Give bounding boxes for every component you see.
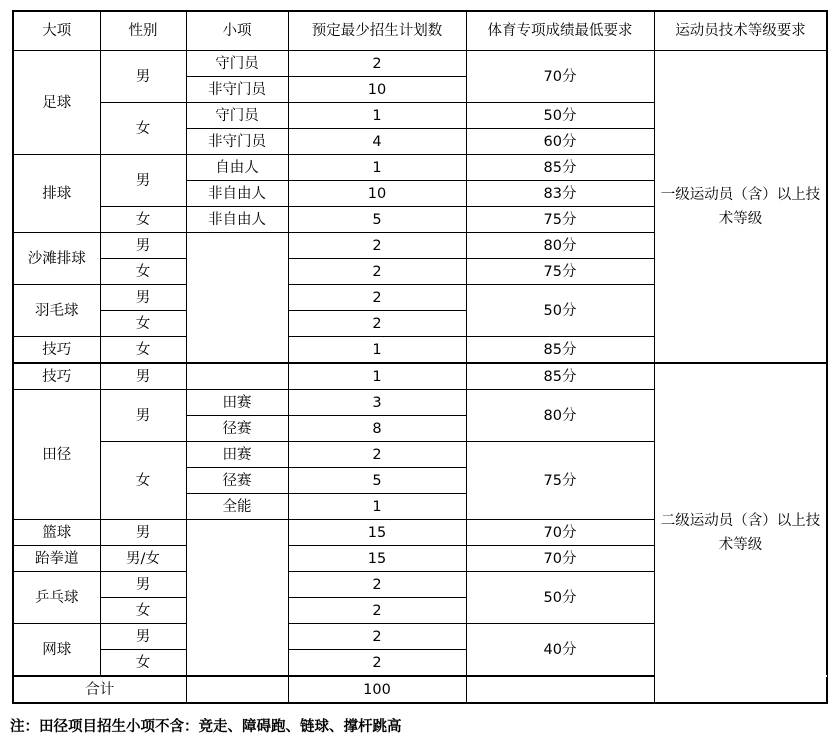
subitem-cell: 守门员 <box>186 103 288 129</box>
subitem-cell: 径赛 <box>186 468 288 494</box>
subitem-cell: 非守门员 <box>186 77 288 103</box>
count-cell: 10 <box>288 77 466 103</box>
count-cell: 2 <box>288 624 466 650</box>
score-cell: 85分 <box>466 337 654 364</box>
header-cell: 体育专项成绩最低要求 <box>466 11 654 51</box>
subitem-cell: 守门员 <box>186 51 288 77</box>
count-cell: 5 <box>288 207 466 233</box>
gender-cell: 男/女 <box>100 546 186 572</box>
gender-cell: 男 <box>100 390 186 442</box>
count-cell: 15 <box>288 520 466 546</box>
score-cell <box>466 676 654 703</box>
table-row <box>13 363 827 390</box>
count-cell: 1 <box>288 494 466 520</box>
count-cell: 2 <box>288 442 466 468</box>
score-cell: 50分 <box>466 103 654 129</box>
count-cell: 1 <box>288 337 466 364</box>
subitem-cell <box>186 676 288 703</box>
count-cell: 2 <box>288 650 466 677</box>
score-cell: 83分 <box>466 181 654 207</box>
gender-cell: 女 <box>100 650 186 677</box>
score-cell: 85分 <box>466 155 654 181</box>
sport-cell: 足球 <box>13 51 100 155</box>
sport-cell: 篮球 <box>13 520 100 546</box>
score-cell: 80分 <box>466 233 654 259</box>
sport-cell: 技巧 <box>13 363 100 390</box>
enrollment-table <box>12 10 828 704</box>
score-cell: 70分 <box>466 546 654 572</box>
count-cell: 1 <box>288 363 466 390</box>
header-cell: 性别 <box>100 11 186 51</box>
score-cell: 50分 <box>466 572 654 624</box>
score-cell: 70分 <box>466 51 654 103</box>
sport-cell: 网球 <box>13 624 100 677</box>
sport-cell: 跆拳道 <box>13 546 100 572</box>
gender-cell: 男 <box>100 624 186 650</box>
count-cell: 1 <box>288 103 466 129</box>
header-cell: 小项 <box>186 11 288 51</box>
subitem-cell: 非自由人 <box>186 181 288 207</box>
count-cell: 2 <box>288 233 466 259</box>
score-cell: 85分 <box>466 363 654 390</box>
gender-cell: 女 <box>100 259 186 285</box>
gender-cell: 女 <box>100 598 186 624</box>
count-cell: 2 <box>288 572 466 598</box>
gender-cell: 女 <box>100 442 186 520</box>
total-label: 合计 <box>13 676 186 703</box>
sport-cell: 羽毛球 <box>13 285 100 337</box>
subitem-cell <box>186 233 288 364</box>
score-cell: 40分 <box>466 624 654 677</box>
score-cell: 60分 <box>466 129 654 155</box>
score-cell: 75分 <box>466 207 654 233</box>
gender-cell: 男 <box>100 155 186 207</box>
count-cell: 2 <box>288 285 466 311</box>
count-cell: 8 <box>288 416 466 442</box>
level-cell: 一级运动员（含）以上技术等级 <box>654 51 827 364</box>
level-cell: 二级运动员（含）以上技术等级 <box>654 363 827 703</box>
total-value: 100 <box>288 676 466 703</box>
sport-cell: 田径 <box>13 390 100 520</box>
score-cell: 75分 <box>466 259 654 285</box>
header-cell: 大项 <box>13 11 100 51</box>
count-cell: 3 <box>288 390 466 416</box>
subitem-cell <box>186 363 288 390</box>
subitem-cell: 全能 <box>186 494 288 520</box>
count-cell: 15 <box>288 546 466 572</box>
count-cell: 2 <box>288 598 466 624</box>
count-cell: 1 <box>288 155 466 181</box>
gender-cell: 男 <box>100 572 186 598</box>
gender-cell: 男 <box>100 285 186 311</box>
score-cell: 50分 <box>466 285 654 337</box>
sport-cell: 技巧 <box>13 337 100 364</box>
subitem-cell: 非守门员 <box>186 129 288 155</box>
gender-cell: 女 <box>100 311 186 337</box>
gender-cell: 男 <box>100 51 186 103</box>
count-cell: 5 <box>288 468 466 494</box>
sport-cell: 沙滩排球 <box>13 233 100 285</box>
count-cell: 4 <box>288 129 466 155</box>
gender-cell: 男 <box>100 363 186 390</box>
count-cell: 2 <box>288 311 466 337</box>
gender-cell: 女 <box>100 103 186 155</box>
count-cell: 2 <box>288 51 466 77</box>
gender-cell: 男 <box>100 233 186 259</box>
score-cell: 80分 <box>466 390 654 442</box>
score-cell: 70分 <box>466 520 654 546</box>
count-cell: 10 <box>288 181 466 207</box>
count-cell: 2 <box>288 259 466 285</box>
subitem-cell: 田赛 <box>186 442 288 468</box>
subitem-cell: 非自由人 <box>186 207 288 233</box>
header-row <box>13 11 827 51</box>
gender-cell: 女 <box>100 207 186 233</box>
subitem-cell: 径赛 <box>186 416 288 442</box>
subitem-cell: 田赛 <box>186 390 288 416</box>
header-cell: 运动员技术等级要求 <box>654 11 827 51</box>
footnote: 注：田径项目招生小项不含：竞走、障碍跑、链球、撑杆跳高 <box>10 719 402 735</box>
subitem-cell: 自由人 <box>186 155 288 181</box>
table-row <box>13 51 827 77</box>
subitem-cell <box>186 520 288 677</box>
score-cell: 75分 <box>466 442 654 520</box>
gender-cell: 男 <box>100 520 186 546</box>
sport-cell: 排球 <box>13 155 100 233</box>
gender-cell: 女 <box>100 337 186 364</box>
sport-cell: 乒乓球 <box>13 572 100 624</box>
header-cell: 预定最少招生计划数 <box>288 11 466 51</box>
